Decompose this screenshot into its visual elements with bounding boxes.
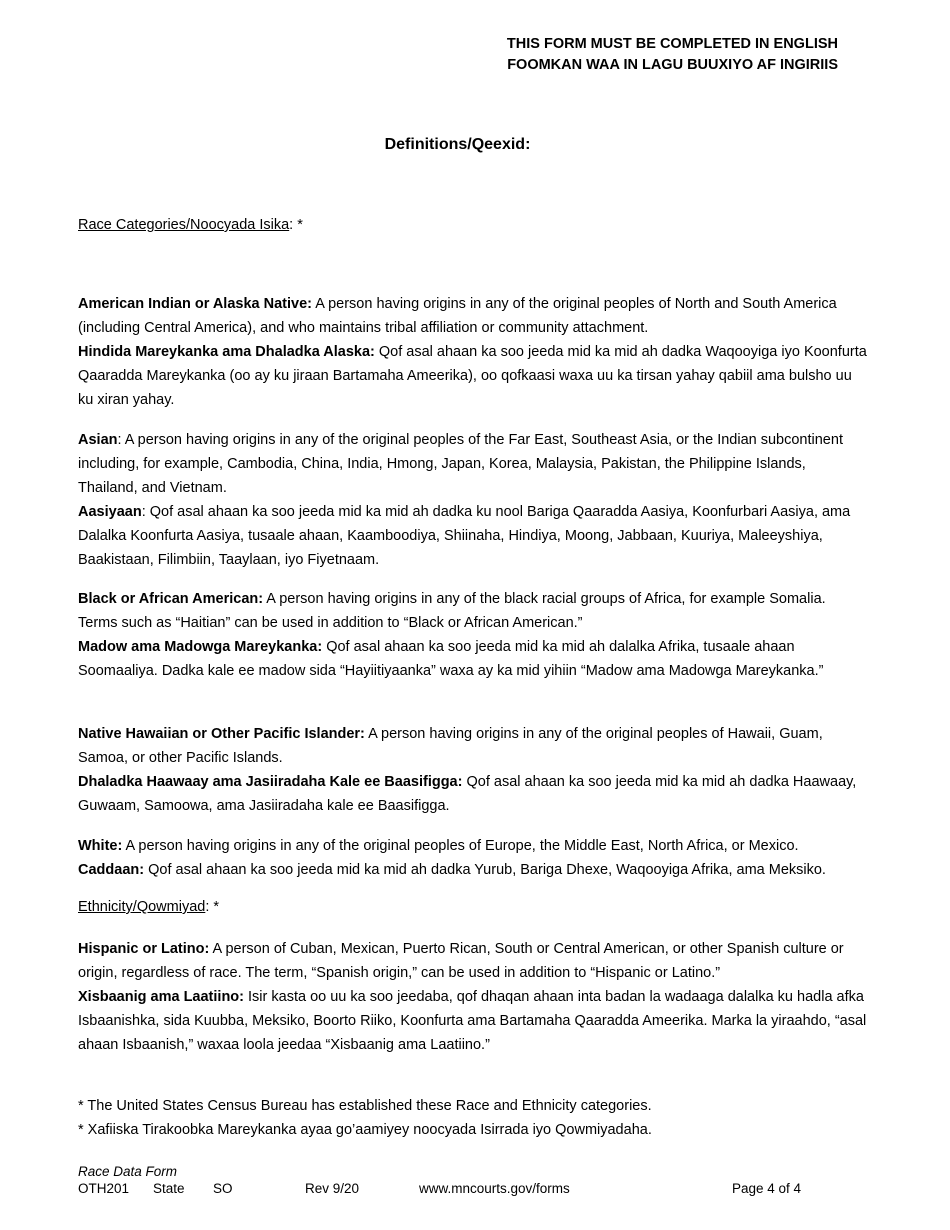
census-note-english: * The United States Census Bureau has established these Race and Ethnicity categories. xyxy=(78,1098,652,1114)
text-english: A person having origins in any of the black racial groups of Africa, for example Somalia. Terms such as “Haitian” can be used in addition to “Black or African American.” xyxy=(78,591,826,631)
language-notice-somali: FOOMKAN WAA IN LAGU BUUXIYO AF INGIRIIS xyxy=(507,57,838,73)
text-somali: Qof asal ahaan ka soo jeeda mid ka mid ah dadka Haawaay, Guwaam, Samoowa, ama Jasiiradaha kale ee Baasifigga. xyxy=(78,774,857,814)
text-english: A person of Cuban, Mexican, Puerto Rican, South or Central American, or other Spanish culture or origin, regardless of race. The term, “Spanish origin,” can be used in addition to “Hispanic or Latino.” xyxy=(78,941,844,981)
census-note-somali: * Xafiiska Tirakoobka Mareykanka ayaa go’aamiyey noocyada Isirrada iyo Qowmiyadaha. xyxy=(78,1122,652,1138)
page-footer xyxy=(78,1163,878,1197)
term-somali: Madow ama Madowga Mareykanka: xyxy=(78,639,323,655)
term-somali: Caddaan: xyxy=(78,862,145,878)
definition-american-indian xyxy=(78,292,868,412)
definition-native-hawaiian xyxy=(78,722,868,818)
definition-english xyxy=(78,292,868,340)
definition-somali xyxy=(78,985,878,1057)
definition-somali xyxy=(78,500,868,572)
language-notice-english: THIS FORM MUST BE COMPLETED IN ENGLISH xyxy=(506,36,838,52)
footer-form-code: OTH201 xyxy=(78,1181,130,1196)
text-somali: Isir kasta oo uu ka soo jeedaba, qof dhaqan ahaan inta badan la wadaaga dalalka ku hadla afka Isbaanishka, sida Kuubba, Meksiko, Boorto Riiko, Koonfurta ama Bartamaha Qaaradda Ameerika. Marka la yiraahdo, “asal ahaan Isbaanish,” waxaa loola jeedaa “Xisbaanig ama Laatiino.” xyxy=(78,989,867,1053)
text-english: A person having origins in any of the original peoples of North and South America (including Central America), and who maintains tribal affiliation or community attachment. xyxy=(78,296,837,336)
footer-row xyxy=(78,1180,878,1197)
definition-asian xyxy=(78,428,868,572)
text-somali: Qof asal ahaan ka soo jeeda mid ka mid ah dalalka Afrika, tusaale ahaan Soomaaliya. Dadka kale ee madow sida “Hayiitiyaanka” waxa ay ka mid yihiin “Madow ama Madowga Mareykanka.” xyxy=(78,639,824,679)
term-somali: Dhaladka Haawaay ama Jasiiradaha Kale ee Baasifigga: xyxy=(78,774,463,790)
term-somali: Xisbaanig ama Laatiino: xyxy=(78,989,244,1005)
term-english: Hispanic or Latino: xyxy=(78,941,210,957)
term-somali: Aasiyaan xyxy=(78,504,142,520)
term-english: Black or African American: xyxy=(78,591,264,607)
footer-type: State xyxy=(153,1181,185,1196)
definition-white xyxy=(78,834,878,882)
page-title: Definitions/Qeexid: xyxy=(384,136,531,153)
definition-english xyxy=(78,834,878,858)
definition-somali xyxy=(78,635,868,683)
text-english: : A person having origins in any of the original peoples of the Far East, Southeast Asia, or the Indian subcontinent including, for example, Cambodia, China, India, Hmong, Japan, Korea, Malaysia, Pakistan, the Philippine Islands, Thailand, and Vietnam. xyxy=(78,432,843,496)
language-notice xyxy=(507,34,838,76)
term-english: Native Hawaiian or Other Pacific Islander: xyxy=(78,726,365,742)
text-somali: : Qof asal ahaan ka soo jeeda mid ka mid ah dadka ku nool Bariga Qaaradda Aasiya, Koonfurbari Aasiya, ama Dalalka Koonfurta Aasiya, tusaale ahaan, Kaamboodiya, Shiinaha, Hindiya, Moong, Jabbaan, Kuuriya, Maleeyshiya, Baakistaan, Filimbiin, Taaylaan, iyo Fiyetnaam. xyxy=(78,504,851,568)
race-section-suffix: : * xyxy=(289,217,303,233)
ethnicity-section-heading xyxy=(78,899,219,915)
text-somali: Qof asal ahaan ka soo jeeda mid ka mid ah dadka Yurub, Bariga Dhexe, Waqooyiga Afrika, ama Meksiko. xyxy=(144,862,826,878)
definition-english xyxy=(78,937,878,985)
text-english: A person having origins in any of the original peoples of Europe, the Middle East, North Africa, or Mexico. xyxy=(122,838,799,854)
term-english: Asian xyxy=(78,432,118,448)
definition-hispanic-latino xyxy=(78,937,878,1057)
definition-somali xyxy=(78,858,878,882)
race-section-label: Race Categories/Noocyada Isika xyxy=(78,217,290,233)
text-somali: Qof asal ahaan ka soo jeeda mid ka mid ah dadka Waqooyiga iyo Koonfurta Qaaradda Mareykanka (oo ay ku jiraan Bartamaha Ameerika), oo qofkaasi waxa uu ka tirsan yahay qabiil ama bulsho uu ku xiran yahay. xyxy=(78,344,867,408)
term-english: American Indian or Alaska Native: xyxy=(78,296,312,312)
ethnicity-section-label: Ethnicity/Qowmiyad xyxy=(78,899,206,915)
ethnicity-section-suffix: : * xyxy=(205,899,220,915)
footer-page-number: Page 4 of 4 xyxy=(732,1181,802,1196)
definition-english xyxy=(78,722,868,770)
footer-form-name: Race Data Form xyxy=(78,1164,178,1179)
definition-black-african-american xyxy=(78,587,868,683)
footer-language: SO xyxy=(213,1181,233,1196)
footer-url: www.mncourts.gov/forms xyxy=(419,1181,570,1196)
term-somali: Hindida Mareykanka ama Dhaladka Alaska: xyxy=(78,344,375,360)
census-notes xyxy=(78,1094,868,1142)
footer-revision: Rev 9/20 xyxy=(305,1181,360,1196)
definition-english xyxy=(78,428,868,500)
term-english: White: xyxy=(78,838,123,854)
text-english: A person having origins in any of the original peoples of Hawaii, Guam, Samoa, or other Pacific Islands. xyxy=(78,726,823,766)
definition-somali xyxy=(78,340,868,412)
definition-somali xyxy=(78,770,868,818)
race-section-heading xyxy=(78,217,303,233)
definition-english xyxy=(78,587,868,635)
